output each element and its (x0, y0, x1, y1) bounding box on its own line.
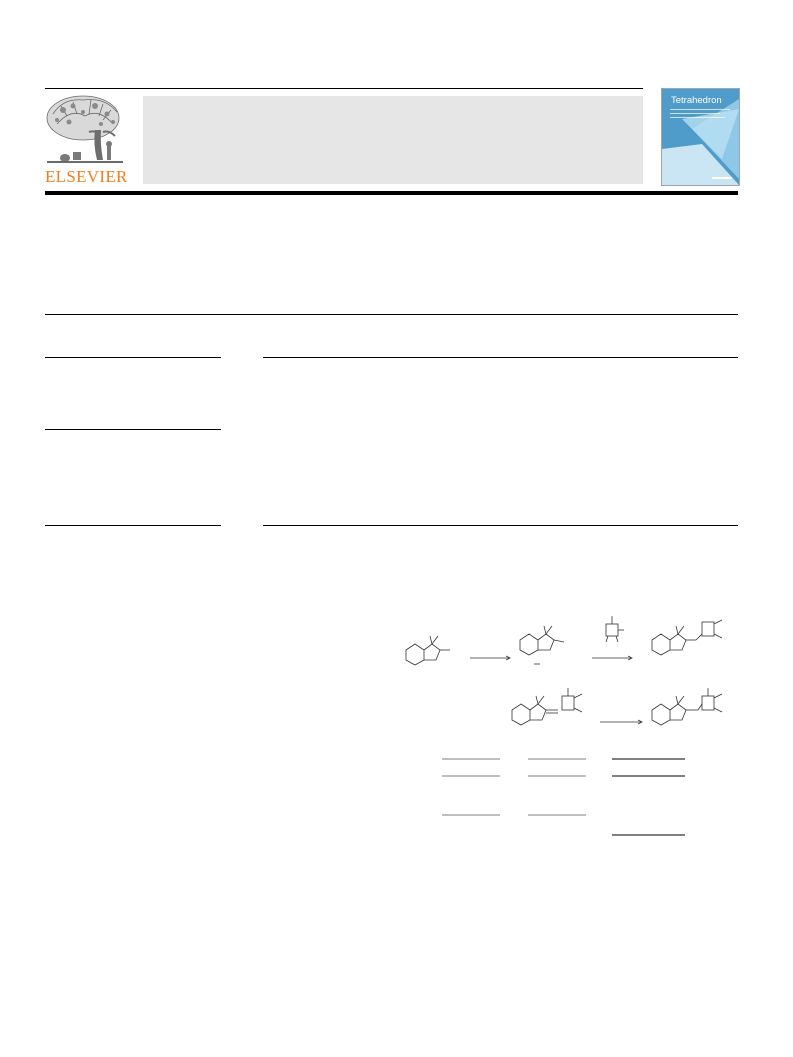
article-info-rule-2 (45, 429, 221, 430)
journal-header-band (143, 96, 643, 184)
product-molecule-3 (652, 688, 722, 725)
journal-cover-title: Tetrahedron (671, 95, 722, 106)
journal-cover-icon (661, 88, 740, 186)
article-info-rule-1 (45, 357, 221, 358)
reactant-molecule (406, 636, 450, 665)
squaric-reagent (606, 616, 624, 642)
intermediate-molecule (520, 626, 564, 664)
tree-of-knowledge-icon (43, 94, 127, 169)
header-thick-rule (45, 191, 738, 195)
reaction-scheme (398, 598, 738, 848)
title-block-rule (45, 314, 738, 315)
product-molecule-1 (652, 620, 722, 655)
abstract-top-rule (263, 357, 738, 358)
product-molecule-2 (512, 688, 582, 725)
header-top-rule (45, 88, 643, 89)
article-info-rule-3 (45, 525, 221, 526)
publisher-logo-text: ELSEVIER (45, 167, 128, 186)
substituent-table-rules (442, 759, 685, 835)
abstract-bottom-rule (263, 525, 738, 526)
